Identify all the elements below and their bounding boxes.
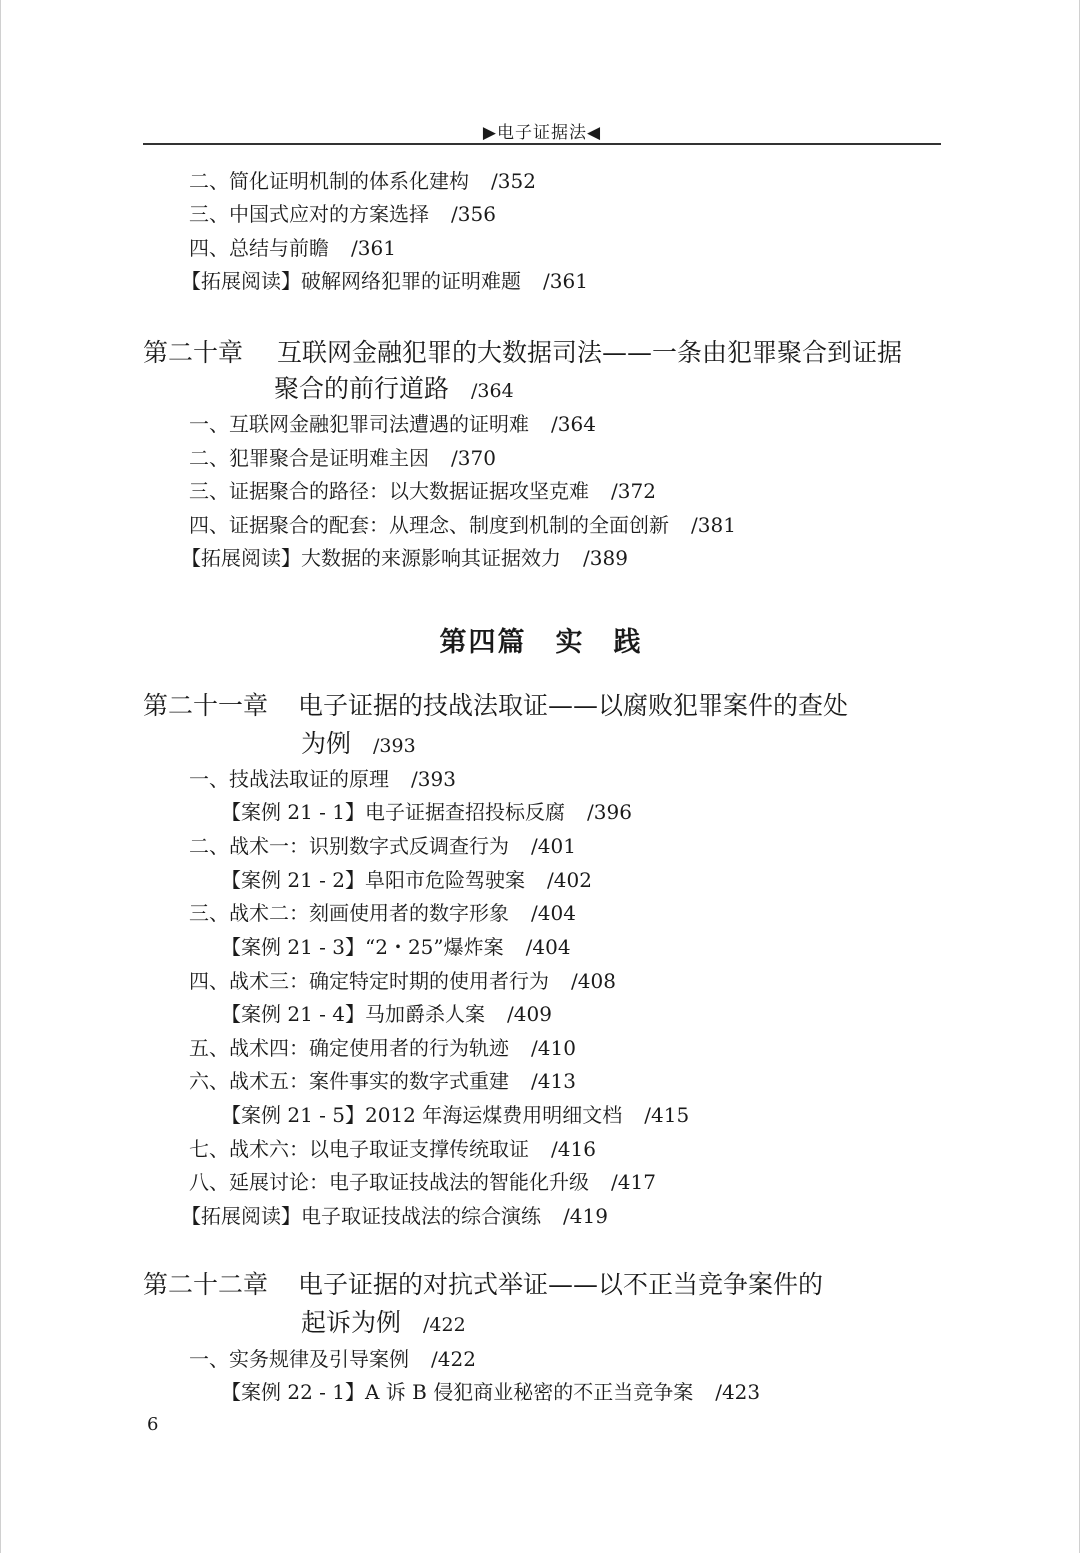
header-rule [143, 143, 941, 145]
toc-entry: 四、战术三：确定特定时期的使用者行为 /408 [189, 969, 616, 993]
toc-entry: 四、总结与前瞻 /361 [189, 236, 396, 260]
toc-entry: 三、战术二：刻画使用者的数字形象 /404 [189, 901, 576, 925]
toc-entry: 一、互联网金融犯罪司法遭遇的证明难 /364 [189, 412, 596, 436]
toc-entry-extended-reading: 【拓展阅读】破解网络犯罪的证明难题 /361 [181, 269, 588, 293]
toc-entry-case: 【案例 21 - 3】“2・25”爆炸案 /404 [221, 935, 571, 959]
chapter-22-heading-cont: 起诉为例 /422 [301, 1308, 466, 1337]
toc-entry-case: 【案例 21 - 1】电子证据查招投标反腐 /396 [221, 800, 632, 824]
toc-entry-case: 【案例 21 - 4】马加爵杀人案 /409 [221, 1002, 552, 1026]
chapter-22-heading: 第二十二章 电子证据的对抗式举证——以不正当竞争案件的 [143, 1270, 824, 1299]
toc-entry: 一、实务规律及引导案例 /422 [189, 1347, 476, 1371]
toc-entry-case: 【案例 22 - 1】A 诉 B 侵犯商业秘密的不正当竞争案 /423 [221, 1380, 761, 1404]
toc-entry: 一、技战法取证的原理 /393 [189, 767, 456, 791]
toc-entry-case: 【案例 21 - 2】阜阳市危险驾驶案 /402 [221, 868, 592, 892]
toc-entry-extended-reading: 【拓展阅读】电子取证技战法的综合演练 /419 [181, 1204, 608, 1228]
toc-entry: 四、证据聚合的配套：从理念、制度到机制的全面创新 /381 [189, 513, 736, 537]
chapter-21-heading-cont: 为例 /393 [301, 729, 416, 758]
chapter-21-heading: 第二十一章 电子证据的技战法取证——以腐败犯罪案件的查处 [143, 691, 849, 720]
running-header: ▶电子证据法◀ [482, 123, 602, 143]
toc-entry-extended-reading: 【拓展阅读】大数据的来源影响其证据效力 /389 [181, 546, 628, 570]
toc-entry: 二、犯罪聚合是证明难主因 /370 [189, 446, 496, 470]
toc-entry-case: 【案例 21 - 5】2012 年海运煤费用明细文档 /415 [221, 1103, 690, 1127]
toc-entry: 三、中国式应对的方案选择 /356 [189, 202, 496, 226]
toc-entry: 七、战术六：以电子取证支撑传统取证 /416 [189, 1137, 596, 1161]
toc-entry: 八、延展讨论：电子取证技战法的智能化升级 /417 [189, 1170, 656, 1194]
page-number: 6 [147, 1414, 159, 1435]
toc-entry: 三、证据聚合的路径：以大数据证据攻坚克难 /372 [189, 479, 656, 503]
toc-entry: 六、战术五：案件事实的数字式重建 /413 [189, 1069, 576, 1093]
chapter-20-heading-cont: 聚合的前行道路 /364 [274, 374, 514, 403]
toc-entry: 五、战术四：确定使用者的行为轨迹 /410 [189, 1036, 576, 1060]
chapter-20-heading: 第二十章 互联网金融犯罪的大数据司法——一条由犯罪聚合到证据 [143, 338, 903, 367]
toc-entry: 二、简化证明机制的体系化建构 /352 [189, 169, 536, 193]
part-heading: 第四篇 实 践 [439, 627, 643, 658]
toc-entry: 二、战术一：识别数字式反调查行为 /401 [189, 834, 576, 858]
